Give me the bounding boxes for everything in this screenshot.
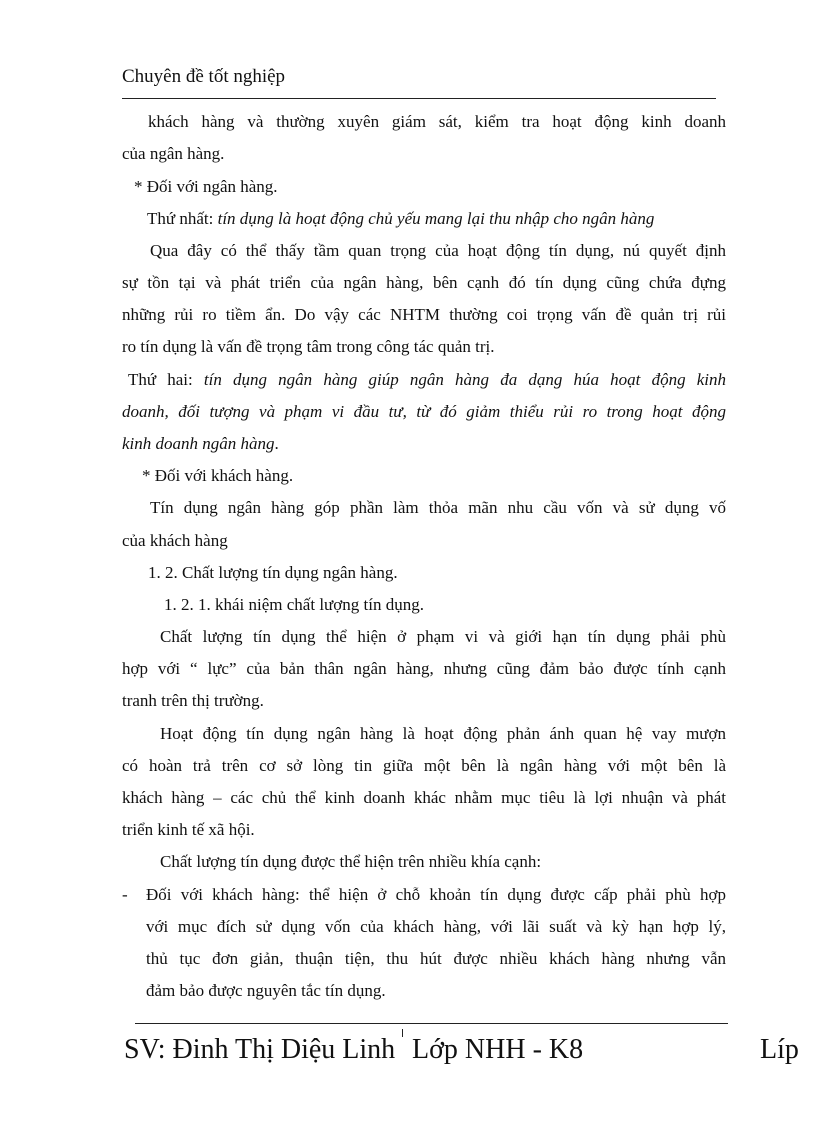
section-marker: * Đối với ngân hàng.	[134, 177, 278, 196]
footer-tick-mark	[402, 1029, 403, 1037]
paragraph-line: ro tín dụng là vấn đề trọng tâm trong công tác quản trị.	[122, 337, 495, 356]
paragraph-line: Hoạt động tín dụng ngân hàng là hoạt động phản ánh quan hệ vay mượn	[160, 724, 726, 743]
paragraph-line: tranh trên thị trường.	[122, 691, 264, 710]
footer-class: Lớp NHH - K8	[412, 1034, 584, 1065]
paragraph-line: triển kinh tế xã hội.	[122, 820, 255, 839]
paragraph-line: hợp với “ lực” của bản thân ngân hàng, nhưng cũng đảm bảo được tính cạnh	[122, 659, 726, 678]
paragraph-line: khách hàng và thường xuyên giám sát, kiểm tra hoạt động kinh doanh	[148, 112, 726, 131]
list-item-line: đảm bảo được nguyên tắc tín dụng.	[146, 981, 386, 1000]
italic-text: kinh doanh ngân hàng	[122, 434, 275, 453]
paragraph-line: của ngân hàng.	[122, 144, 225, 163]
list-bullet: -	[122, 885, 128, 904]
section-marker: * Đối với khách hàng.	[142, 466, 294, 485]
subsection-heading: 1. 2. 1. khái niệm chất lượng tín dụng.	[164, 595, 424, 614]
paragraph-line	[128, 370, 726, 390]
italic-text: tín dụng ngân hàng giúp ngân hàng đa dạng húa hoạt động kinh	[203, 370, 726, 389]
paragraph-line: khách hàng – các chủ thể kinh doanh khác nhằm mục tiêu là lợi nhuận và phát	[122, 788, 726, 807]
paragraph-line: sự tồn tại và phát triển của ngân hàng, bên cạnh đó tín dụng cũng chứa đựng	[122, 273, 726, 292]
label-thu-hai: Thứ hai:	[128, 370, 204, 389]
paragraph-line: doanh, đối tượng và phạm vi đầu tư, từ đó giảm thiểu rủi ro trong hoạt động	[122, 402, 726, 421]
footer-rule	[135, 1023, 728, 1024]
section-heading: 1. 2. Chất lượng tín dụng ngân hàng.	[148, 563, 398, 582]
paragraph-line: những rủi ro tiềm ẩn. Do vậy các NHTM thường coi trọng vấn đề quản trị rủi	[122, 305, 726, 324]
period: .	[274, 434, 279, 453]
header-rule	[122, 98, 716, 99]
paragraph-line: Chất lượng tín dụng được thể hiện trên nhiều khía cạnh:	[160, 852, 542, 871]
page-header-title: Chuyên đề tốt nghiệp	[122, 66, 286, 87]
paragraph-line	[147, 209, 726, 229]
footer-author: SV: Đinh Thị Diệu Linh	[124, 1034, 396, 1065]
italic-text: tín dụng là hoạt động chủ yếu mang lại thu nhập cho ngân hàng	[217, 209, 655, 228]
paragraph-line: Qua đây có thể thấy tầm quan trọng của hoạt động tín dụng, nú quyết định	[150, 241, 726, 260]
paragraph-line	[122, 434, 726, 454]
paragraph-line: của khách hàng	[122, 531, 228, 550]
paragraph-line: Chất lượng tín dụng thể hiện ở phạm vi và giới hạn tín dụng phải phù	[160, 627, 726, 646]
list-item-line: với mục đích sử dụng vốn của khách hàng, với lãi suất và kỳ hạn hợp lý,	[146, 917, 726, 936]
footer-trailing-text: Líp	[760, 1034, 799, 1065]
paragraph-line: Tín dụng ngân hàng góp phần làm thỏa mãn nhu cầu vốn và sử dụng vố	[150, 498, 726, 517]
label-thu-nhat: Thứ nhất:	[147, 209, 218, 228]
list-item-line: Đối với khách hàng: thể hiện ở chỗ khoản tín dụng được cấp phải phù hợp	[146, 885, 726, 904]
paragraph-line: có hoàn trả trên cơ sở lòng tin giữa một bên là ngân hàng với một bên là	[122, 756, 726, 775]
list-item-line: thủ tục đơn giản, thuận tiện, thu hút được nhiều khách hàng nhưng vẫn	[146, 949, 726, 968]
